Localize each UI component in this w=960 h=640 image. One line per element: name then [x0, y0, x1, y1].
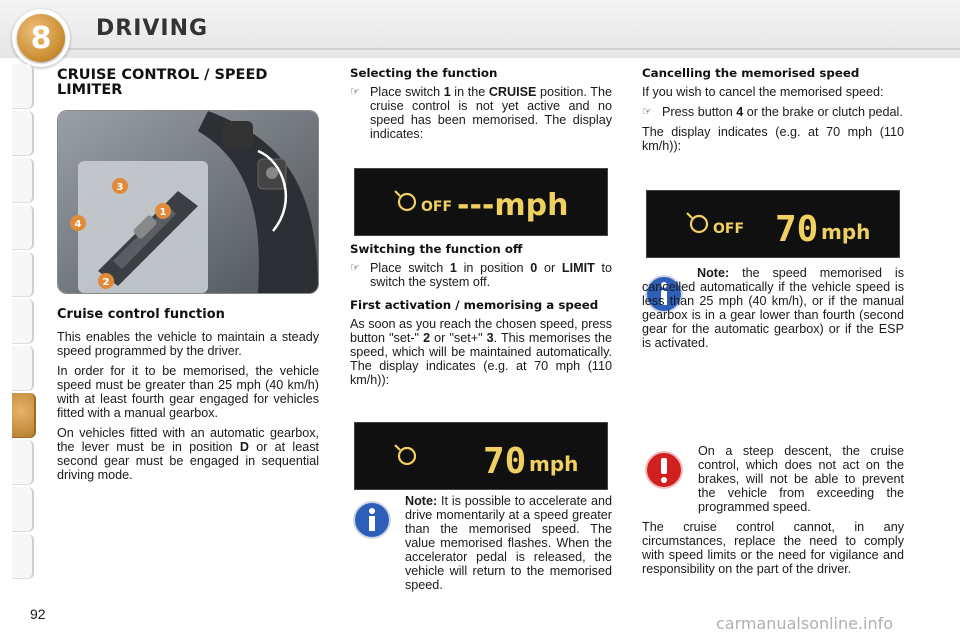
column-2-mid	[350, 243, 612, 393]
pointing-hand-icon: ☞	[350, 86, 360, 98]
chapter-badge: 8	[17, 14, 65, 62]
heading-cancelling: Cancelling the memorised speed	[642, 66, 860, 80]
chapter-tab[interactable]	[12, 346, 34, 391]
display-standby	[354, 168, 608, 236]
bullet-item: ☞ Press button 4 or the brake or clutch pedal.	[642, 105, 903, 119]
paragraph: On vehicles fitted with an automatic gearbox, the lever must be in position D or at least second gear must be engaged in sequential driving mode.	[57, 426, 319, 482]
chapter-tab[interactable]	[12, 158, 34, 203]
chapter-tab-driving-active[interactable]	[12, 393, 36, 438]
note-accelerate: Note: It is possible to accelerate and drive momentarily at a speed greater than the memorised speed. The value memorised flashes. When the accelerator pedal is released, the vehicle will return to the memorised speed.	[405, 494, 612, 592]
bullet-item: ☞ Place switch 1 in the CRUISE position. The cruise control is not yet active and no speed has been memorised. The display indicates:	[350, 85, 612, 141]
chapter-tab[interactable]	[12, 64, 34, 109]
display-cancelled	[646, 190, 900, 258]
warning-descent: On a steep descent, the cruise control, which does not act on the brakes, will not be able to prevent the vehicle from exceeding the programmed speed. The cruise control cannot, in any circumstances, replace the need to comply with speed limits or the need for vigilance and responsibility on the part of the driver.	[642, 444, 904, 576]
display-speed-unit: mph	[821, 220, 871, 244]
chapter-tab[interactable]	[12, 487, 34, 532]
pointing-hand-icon: ☞	[350, 262, 360, 274]
paragraph: If you wish to cancel the memorised speed:	[642, 85, 884, 99]
heading-first-activation: First activation / memorising a speed	[350, 298, 599, 312]
callout-1: 1	[159, 207, 167, 218]
paragraph: This enables the vehicle to maintain a steady speed programmed by the driver.	[57, 330, 319, 358]
callout-2: 2	[102, 277, 110, 288]
watermark: carmanualsonline.info	[716, 614, 894, 633]
steering-stalk-photo	[57, 110, 319, 294]
pointing-hand-icon: ☞	[642, 106, 652, 118]
display-active	[354, 422, 608, 490]
note-auto-cancel: Note: the speed memorised is cancelled automatically if the vehicle speed is less than 25 mph (40 km/h), or if the manual gearbox is in a gear lower than fourth (second gear for the automatic gearbox) or if the ESP is activated.	[642, 266, 904, 350]
column-3	[642, 67, 904, 159]
page-title: DRIVING	[96, 16, 209, 41]
chapter-tab[interactable]	[12, 252, 34, 297]
paragraph: In order for it to be memorised, the vehicle speed must be greater than 25 mph (40 km/h) with at least fourth gear engaged for vehicles fitted with a manual gearbox.	[57, 364, 319, 420]
display-speed-dashes: ---mph	[457, 188, 569, 223]
heading-selecting: Selecting the function	[350, 66, 498, 80]
paragraph: The display indicates (e.g. at 70 mph (110 km/h)):	[642, 125, 904, 153]
off-label: OFF	[421, 199, 453, 215]
off-label: OFF	[713, 221, 745, 237]
page-number: 92	[30, 606, 46, 622]
chapter-tabs	[12, 64, 34, 581]
paragraph: As soon as you reach the chosen speed, press button "set-" 2 or "set+" 3. This memorises the speed, which will be maintained automatically. The display indicates (e.g. at 70 mph (110 km/h)):	[350, 317, 612, 387]
paragraph: The cruise control cannot, in any circumstances, replace the need to comply with speed limits or the need for vigilance and responsibility on the part of the driver.	[642, 520, 904, 576]
subheading-cruise-control: Cruise control function	[57, 307, 225, 322]
display-speed-value: 70	[775, 209, 819, 250]
header-rule	[64, 48, 960, 50]
callout-4: 4	[74, 219, 82, 230]
chapter-tab[interactable]	[12, 534, 34, 579]
column-1	[57, 68, 319, 98]
chapter-tab[interactable]	[12, 440, 34, 485]
chapter-tab[interactable]	[12, 205, 34, 250]
section-heading: CRUISE CONTROL / SPEED LIMITER	[57, 67, 268, 98]
callout-3: 3	[116, 182, 124, 193]
chapter-tab[interactable]	[12, 299, 34, 344]
column-1-body	[57, 307, 319, 488]
bullet-item: ☞ Place switch 1 in position 0 or LIMIT to switch the system off.	[350, 261, 612, 289]
heading-switching-off: Switching the function off	[350, 242, 523, 256]
column-2	[350, 67, 612, 147]
display-speed-value: 70	[483, 441, 527, 482]
display-speed-unit: mph	[529, 452, 579, 476]
chapter-tab[interactable]	[12, 111, 34, 156]
